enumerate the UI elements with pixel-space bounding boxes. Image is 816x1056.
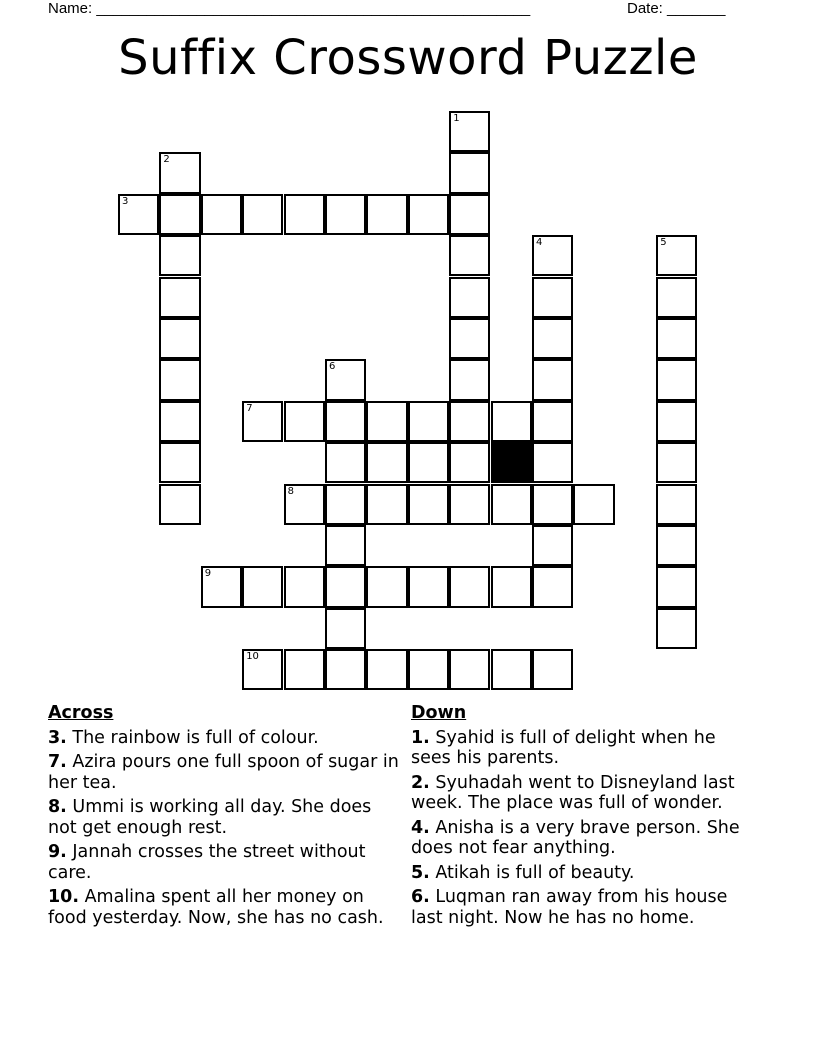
grid-cell[interactable] <box>325 649 366 690</box>
grid-cell[interactable] <box>325 484 366 525</box>
clue-text: Syuhadah went to Disneyland last week. The place was full of wonder. <box>411 772 735 813</box>
grid-cell[interactable] <box>656 277 697 318</box>
grid-cell[interactable] <box>449 566 490 607</box>
clue-number: 10. <box>48 887 80 907</box>
grid-cell[interactable] <box>284 649 325 690</box>
grid-cell[interactable] <box>656 318 697 359</box>
blocked-cell <box>491 442 532 483</box>
grid-cell[interactable] <box>242 401 283 442</box>
grid-cell[interactable] <box>242 649 283 690</box>
clue-number: 5. <box>411 862 430 883</box>
name-blank[interactable]: ____________________________________________________ <box>96 0 531 17</box>
grid-cell[interactable] <box>449 152 490 193</box>
grid-cell[interactable] <box>159 235 200 276</box>
grid-cell[interactable] <box>532 442 573 483</box>
clue-text: Anisha is a very brave person. She does not fear anything. <box>411 817 740 858</box>
grid-cell[interactable] <box>325 566 366 607</box>
clue-number: 6. <box>411 887 430 907</box>
grid-cell[interactable] <box>408 566 449 607</box>
grid-cell[interactable] <box>159 318 200 359</box>
grid-cell[interactable] <box>242 194 283 235</box>
down-clues <box>411 703 756 932</box>
clue-number-label: 9 <box>204 568 212 580</box>
clue-number-label: 8 <box>287 485 294 497</box>
clue-text: Amalina spent all her money on food yesterday. Now, she has no cash. <box>48 887 384 928</box>
grid-cell[interactable] <box>449 235 490 276</box>
grid-cell[interactable] <box>366 442 407 483</box>
grid-cell[interactable] <box>491 566 532 607</box>
grid-cell[interactable] <box>159 194 200 235</box>
grid-cell[interactable] <box>656 442 697 483</box>
grid-cell[interactable] <box>366 194 407 235</box>
grid-cell[interactable] <box>449 277 490 318</box>
grid-cell[interactable] <box>449 442 490 483</box>
clue-number-label: 7 <box>246 402 253 414</box>
clue-number-label: 6 <box>329 361 336 373</box>
grid-cell[interactable] <box>408 442 449 483</box>
grid-cell[interactable] <box>532 525 573 566</box>
clue-text: Ummi is working all day. She does not get enough rest. <box>48 797 372 838</box>
grid-cell[interactable] <box>408 649 449 690</box>
clue-number: 7. <box>48 752 67 772</box>
clue-across-7 <box>48 752 403 793</box>
clue-number: 2. <box>411 772 430 793</box>
grid-cell[interactable] <box>159 152 200 193</box>
grid-cell[interactable] <box>118 194 159 235</box>
clue-number: 8. <box>48 797 67 817</box>
grid-cell[interactable] <box>532 235 573 276</box>
clue-down-5 <box>411 863 756 884</box>
grid-cell[interactable] <box>449 649 490 690</box>
clue-down-6 <box>411 887 756 928</box>
grid-cell[interactable] <box>159 442 200 483</box>
grid-cell[interactable] <box>366 566 407 607</box>
clue-number: 1. <box>411 727 430 748</box>
grid-cell[interactable] <box>325 194 366 235</box>
grid-cell[interactable] <box>532 277 573 318</box>
name-label: Name: <box>48 0 97 17</box>
grid-cell[interactable] <box>159 401 200 442</box>
clue-text: Jannah crosses the street without care. <box>48 842 366 883</box>
clue-number-label: 4 <box>536 237 543 249</box>
grid-cell[interactable] <box>656 525 697 566</box>
grid-cell[interactable] <box>449 111 490 152</box>
grid-cell[interactable] <box>656 401 697 442</box>
grid-cell[interactable] <box>159 359 200 400</box>
grid-cell[interactable] <box>656 235 697 276</box>
grid-cell[interactable] <box>284 194 325 235</box>
grid-cell[interactable] <box>408 401 449 442</box>
grid-cell[interactable] <box>408 194 449 235</box>
clue-number: 3. <box>48 727 67 748</box>
grid-cell[interactable] <box>449 401 490 442</box>
grid-cell[interactable] <box>656 566 697 607</box>
grid-cell[interactable] <box>532 484 573 525</box>
date-label: Date: <box>627 0 668 17</box>
grid-cell[interactable] <box>284 566 325 607</box>
grid-cell[interactable] <box>201 566 242 607</box>
clue-down-1 <box>411 728 756 769</box>
grid-cell[interactable] <box>491 649 532 690</box>
clue-text: Azira pours one full spoon of sugar in her tea. <box>48 752 399 793</box>
across-clues <box>48 703 403 932</box>
clue-text: The rainbow is full of colour. <box>66 727 319 748</box>
grid-cell[interactable] <box>449 484 490 525</box>
down-heading: Down <box>411 703 467 723</box>
grid-cell[interactable] <box>159 484 200 525</box>
clue-text: Luqman ran away from his house last night. Now he has no home. <box>411 887 728 928</box>
grid-cell[interactable] <box>284 401 325 442</box>
grid-cell[interactable] <box>449 359 490 400</box>
grid-cell[interactable] <box>242 566 283 607</box>
clue-number: 9. <box>48 842 67 862</box>
clue-number-label: 2 <box>163 154 170 166</box>
grid-cell[interactable] <box>159 277 200 318</box>
grid-cell[interactable] <box>366 649 407 690</box>
clue-number-label: 10 <box>246 651 259 663</box>
grid-cell[interactable] <box>284 484 325 525</box>
clue-across-3 <box>48 728 403 749</box>
grid-cell[interactable] <box>325 442 366 483</box>
clue-number-label: 3 <box>122 195 129 207</box>
grid-cell[interactable] <box>449 318 490 359</box>
grid-cell[interactable] <box>532 566 573 607</box>
grid-cell[interactable] <box>532 649 573 690</box>
grid-cell[interactable] <box>532 401 573 442</box>
grid-cell[interactable] <box>573 484 614 525</box>
clue-number-label: 5 <box>660 237 667 249</box>
grid-cell[interactable] <box>325 608 366 649</box>
clue-text: Syahid is full of delight when he sees his parents. <box>411 727 716 768</box>
clue-across-8 <box>48 797 403 838</box>
grid-cell[interactable] <box>491 484 532 525</box>
grid-cell[interactable] <box>325 401 366 442</box>
clue-number-label: 1 <box>453 113 460 124</box>
grid-cell[interactable] <box>532 359 573 400</box>
grid-cell[interactable] <box>449 194 490 235</box>
grid-cell[interactable] <box>325 359 366 400</box>
grid-cell[interactable] <box>532 318 573 359</box>
clue-number: 4. <box>411 817 430 838</box>
grid-cell[interactable] <box>366 401 407 442</box>
date-blank[interactable]: _______ <box>667 0 726 17</box>
page-title: Suffix Crossword Puzzle <box>118 30 698 86</box>
grid-cell[interactable] <box>656 608 697 649</box>
clue-down-4 <box>411 818 756 859</box>
grid-cell[interactable] <box>325 525 366 566</box>
clue-down-2 <box>411 773 756 814</box>
grid-cell[interactable] <box>656 484 697 525</box>
grid-cell[interactable] <box>408 484 449 525</box>
grid-cell[interactable] <box>366 484 407 525</box>
grid-cell[interactable] <box>201 194 242 235</box>
clue-across-10 <box>48 887 403 928</box>
across-heading: Across <box>48 703 114 723</box>
grid-cell[interactable] <box>656 359 697 400</box>
clue-across-9 <box>48 842 403 883</box>
grid-cell[interactable] <box>491 401 532 442</box>
clue-text: Atikah is full of beauty. <box>429 862 635 883</box>
